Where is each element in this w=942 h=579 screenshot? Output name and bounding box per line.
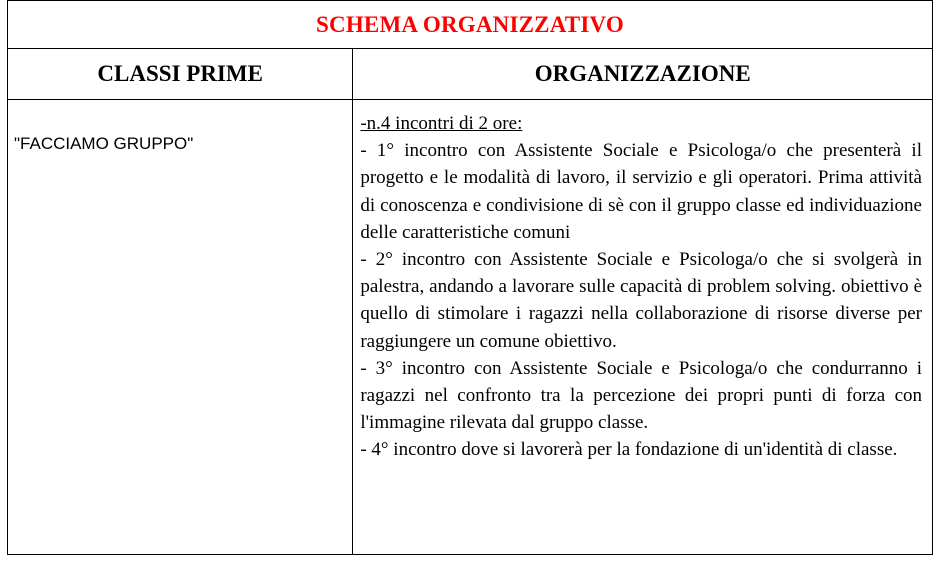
title-row [8, 1, 933, 49]
meetings-intro: -n.4 incontri di 2 ore: [360, 113, 523, 134]
schema-table [7, 0, 933, 555]
meeting-entry-3: - 3° incontro con Assistente Sociale e Psicologa/o che condurranno i ragazzi nel confronto tra la percezione dei propri punti di forza con l'immagine rilevata dal gruppo classe. [360, 357, 922, 434]
meeting-entry-2: - 2° incontro con Assistente Sociale e Psicologa/o che si svolgerà in palestra, andando a lavorare sulle capacità di problem solving. obiettivo è quello di stimolare i ragazzi nella collaborazione di risorse diverse per raggiungere un comune obiettivo. [360, 249, 922, 352]
meeting-entry-1: - 1° incontro con Assistente Sociale e Psicologa/o che presenterà il progetto e le modalità di lavoro, il servizio e gli operatori. Prima attività di conoscenza e condivisione di sè con il gruppo classe ed individuazione delle caratteristiche comuni [360, 140, 922, 243]
schema-title: SCHEMA ORGANIZZATIVO [8, 1, 933, 49]
class-name-cell: "FACCIAMO GRUPPO" [8, 100, 353, 555]
organization-cell [353, 100, 933, 555]
meeting-entry-4: - 4° incontro dove si lavorerà per la fondazione di un'identità di classe. [360, 439, 898, 461]
header-classi-prime: CLASSI PRIME [8, 49, 353, 100]
header-organizzazione: ORGANIZZAZIONE [353, 49, 933, 100]
table-row [8, 100, 933, 555]
header-row [8, 49, 933, 100]
